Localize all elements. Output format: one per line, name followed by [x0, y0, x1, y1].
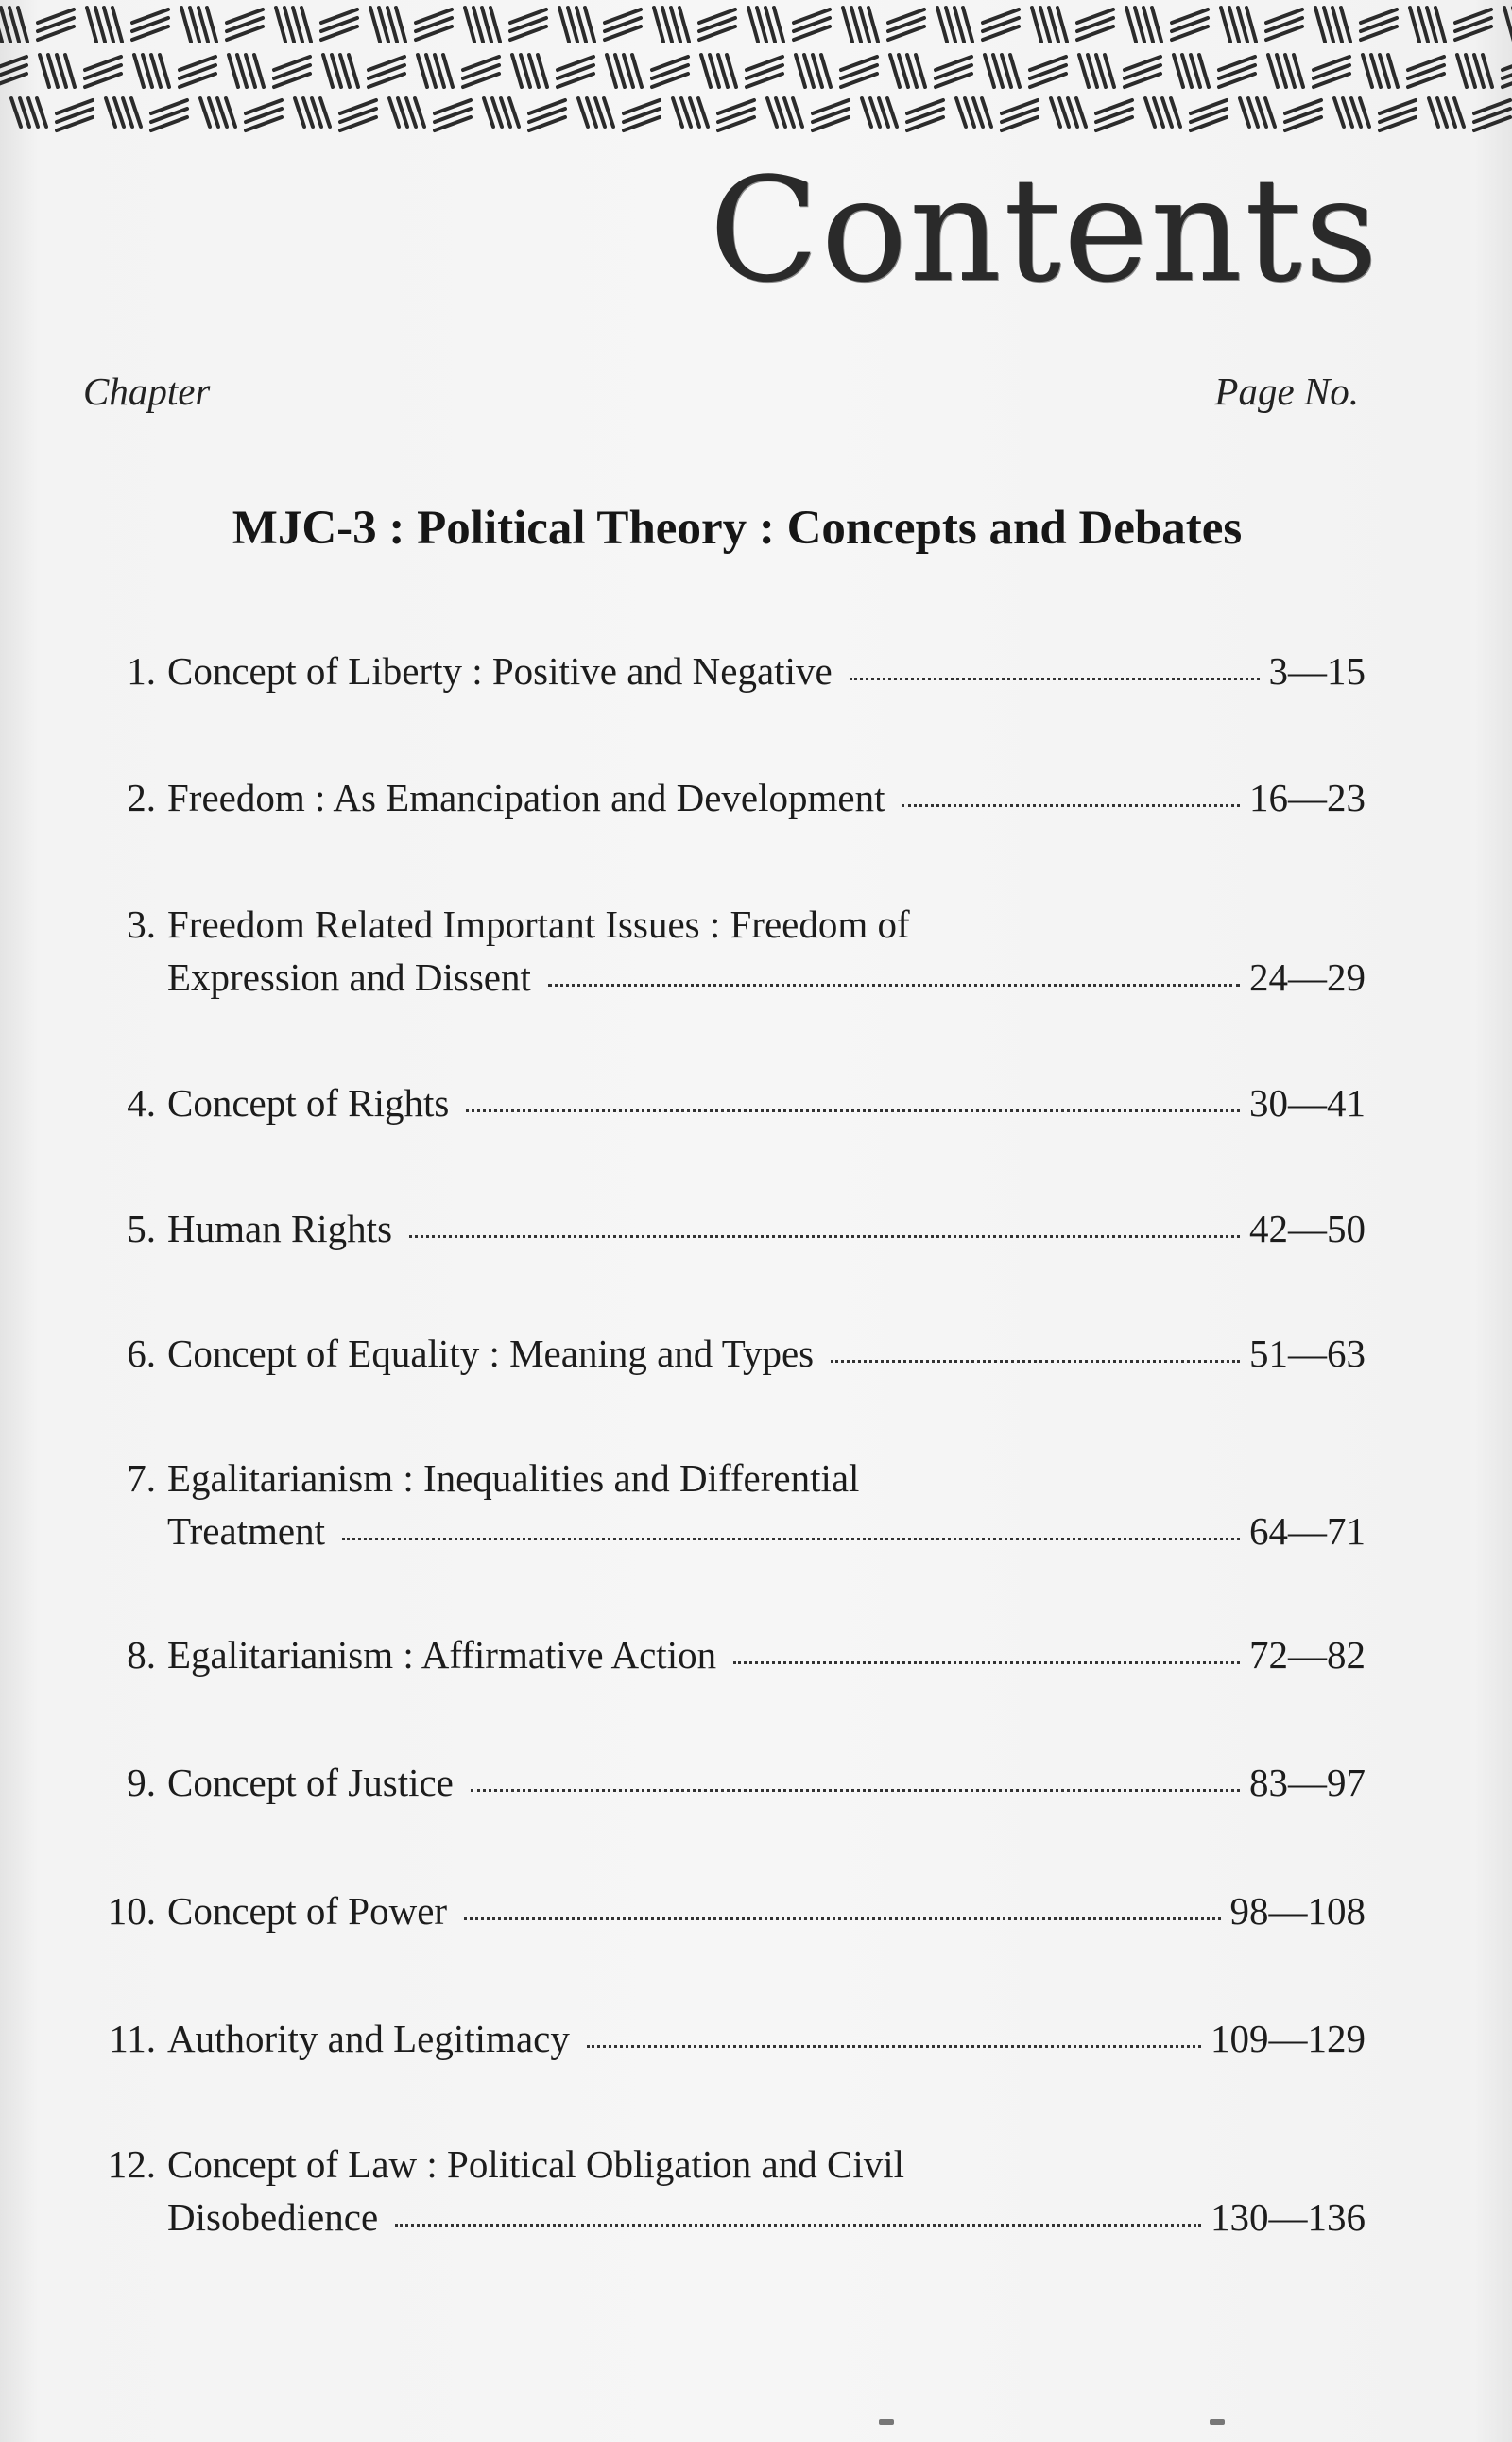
page-mark — [1210, 2419, 1225, 2425]
entry-number: 10. — [107, 1889, 156, 1933]
entry-title-line-1: Concept of Law : Political Obligation and Civil — [167, 2142, 905, 2186]
entry-title-line-1: Egalitarianism : Inequalities and Differential — [167, 1456, 860, 1500]
toc-entry-7[interactable] — [80, 1455, 1366, 1561]
entry-page-range: 98—108 — [1229, 1889, 1366, 1933]
dot-leader — [831, 1360, 1240, 1363]
chapter-column-header: Chapter — [83, 370, 211, 413]
dot-leader — [409, 1235, 1240, 1238]
entry-number: 8. — [127, 1633, 156, 1677]
entry-title: Freedom : As Emancipation and Development — [167, 776, 885, 819]
entry-number: 1. — [127, 649, 156, 693]
entry-title: Authority and Legitimacy — [167, 2017, 570, 2060]
entry-title: Human Rights — [167, 1207, 393, 1250]
entry-page-range: 42—50 — [1249, 1207, 1366, 1250]
page-number-column-header: Page No. — [1214, 370, 1359, 413]
entry-number: 7. — [127, 1456, 156, 1500]
entry-title: Concept of Justice — [167, 1761, 454, 1804]
entry-page-range: 3—15 — [1268, 649, 1366, 693]
toc-entry-3[interactable] — [80, 902, 1366, 1007]
entry-number: 4. — [127, 1081, 156, 1125]
dot-leader — [587, 2045, 1201, 2048]
section-heading: MJC-3 : Political Theory : Concepts and Debates — [232, 502, 1243, 555]
entry-number: 9. — [127, 1761, 156, 1804]
entry-title-line-1: Freedom Related Important Issues : Freedom of — [167, 903, 910, 946]
entry-number: 12. — [107, 2142, 156, 2186]
entry-title: Egalitarianism : Affirmative Action — [167, 1633, 717, 1677]
toc-entry-5[interactable] — [80, 1206, 1366, 1259]
entry-title-line-2: Disobedience — [167, 2195, 379, 2239]
entry-title: Concept of Liberty : Positive and Negative — [167, 649, 833, 693]
toc-entry-2[interactable] — [80, 775, 1366, 828]
entry-title: Concept of Power — [167, 1889, 448, 1933]
entry-page-range: 30—41 — [1249, 1081, 1366, 1125]
entry-title: Concept of Rights — [167, 1081, 450, 1125]
entry-number: 2. — [127, 776, 156, 819]
entry-page-range: 16—23 — [1249, 776, 1366, 819]
entry-page-range: 51—63 — [1249, 1332, 1366, 1375]
dot-leader — [464, 1917, 1220, 1920]
toc-entry-10[interactable] — [80, 1888, 1366, 1941]
toc-entry-4[interactable] — [80, 1080, 1366, 1133]
dot-leader — [850, 678, 1260, 680]
dot-leader — [733, 1661, 1240, 1664]
page-mark — [879, 2419, 894, 2425]
dot-leader — [471, 1789, 1240, 1792]
dot-leader — [548, 984, 1240, 987]
entry-page-range: 83—97 — [1249, 1761, 1366, 1804]
page-title: Contents — [709, 146, 1380, 314]
toc-entry-6[interactable] — [80, 1331, 1366, 1384]
entry-number: 5. — [127, 1207, 156, 1250]
entry-number: 11. — [109, 2017, 156, 2060]
toc-entry-1[interactable] — [80, 648, 1366, 701]
entry-page-range: 109—129 — [1211, 2017, 1366, 2060]
entry-page-range: 24—29 — [1249, 955, 1366, 999]
dot-leader — [342, 1538, 1240, 1540]
dot-leader — [395, 2224, 1201, 2227]
entry-title-line-2: Treatment — [167, 1509, 326, 1553]
entry-page-range: 64—71 — [1249, 1509, 1366, 1553]
entry-title-line-2: Expression and Dissent — [167, 955, 531, 999]
entry-page-range: 130—136 — [1211, 2195, 1366, 2239]
toc-entry-12[interactable] — [80, 2141, 1366, 2247]
dot-leader — [466, 1109, 1240, 1112]
entry-number: 6. — [127, 1332, 156, 1375]
entry-page-range: 72—82 — [1249, 1633, 1366, 1677]
entry-title: Concept of Equality : Meaning and Types — [167, 1332, 815, 1375]
toc-entry-11[interactable] — [80, 2016, 1366, 2069]
dot-leader — [902, 804, 1240, 807]
entry-number: 3. — [127, 903, 156, 946]
toc-entry-9[interactable] — [80, 1760, 1366, 1813]
toc-entry-8[interactable] — [80, 1632, 1366, 1685]
